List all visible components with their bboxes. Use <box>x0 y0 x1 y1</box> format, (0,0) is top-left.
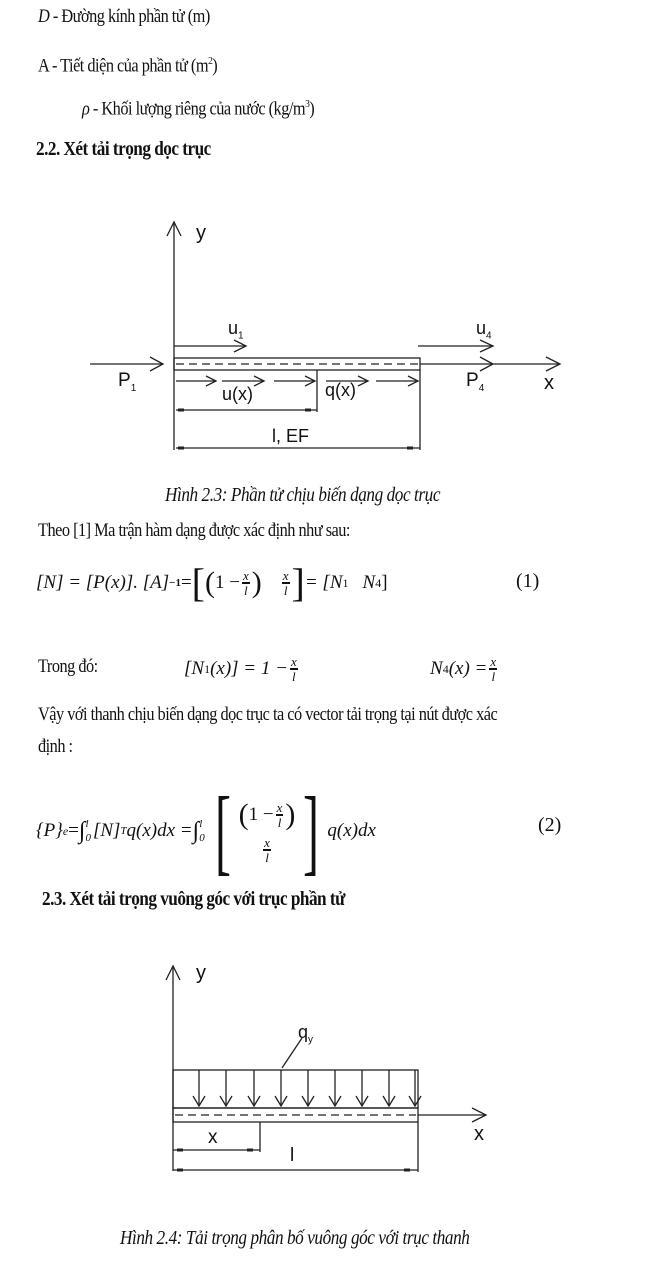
fig23-x-axis-label: x <box>544 372 554 394</box>
eq2-integral-1: ∫ <box>78 817 86 844</box>
fig23-length-label: l, EF <box>272 426 310 446</box>
fig23-u4-label: $u_4$ <box>476 318 492 342</box>
a-exponent: 2 <box>208 55 213 67</box>
eq2-middle: q(x)dx = <box>126 820 193 841</box>
eq2-tail: q(x)dx <box>327 820 376 841</box>
section-2-3-heading: 2.3. Xét tải trọng vuông góc với trục phần tử <box>42 888 345 910</box>
eq1-rhs: = [N <box>304 572 343 593</box>
rho-close-paren: ) <box>309 98 315 120</box>
equation-2-number: (2) <box>538 814 562 836</box>
fig24-qy-label: $q_y$ <box>298 1022 314 1046</box>
fig23-p4-label: $P_4$ <box>466 370 485 394</box>
eq1-n4-sub: 4 <box>375 575 382 590</box>
eq1-lhs: [N] = [P(x)]. [A] <box>36 572 170 593</box>
n4-definition: N 4 (x) = $\frac{x}{l}$ <box>430 654 497 684</box>
eq2-column-vector: ( 1 − $\frac{x}{l}$ ) $\frac{x}{l}$ <box>238 798 296 865</box>
equation-2: {P} e = ∫ l 0 [N] T q(x)dx = ∫ l 0 [ ( 1 − $\frac{x}{l}$ ) $\frac{x}{l}$ ] q(x)dx <box>36 777 376 884</box>
eq2-lhs: {P} <box>36 820 63 841</box>
section-2-2-heading: 2.2. Xét tải trọng dọc trục <box>36 138 211 160</box>
eq1-equals: = <box>180 572 192 593</box>
paragraph-shape-matrix: Theo [1] Ma trận hàm dạng được xác định như sau: <box>38 520 350 541</box>
rho-symbol: ρ <box>82 98 90 120</box>
eq2-lhs-sub: e <box>62 823 69 838</box>
eq1-rhs-close: ] <box>381 572 388 593</box>
eq2-equals-1: = <box>68 820 79 841</box>
fig23-qx-label: q(x) <box>325 380 356 400</box>
eq2-n-matrix: [N] <box>92 820 121 841</box>
a-symbol: A <box>38 55 49 77</box>
n1-definition: [N 1 (x)] = 1 − $\frac{x}{l}$ <box>184 654 297 684</box>
eq1-fraction-1: $\frac{x}{l}$ <box>242 568 249 598</box>
n4-fraction: $\frac{x}{l}$ <box>490 654 497 684</box>
eq2-integral-2: ∫ <box>192 817 200 844</box>
n1-fraction: $\frac{x}{l}$ <box>290 654 297 684</box>
eq1-one-minus: 1 − <box>215 572 240 593</box>
figure-2-4-transverse-load-diagram <box>0 940 657 1200</box>
fig23-y-axis-label: y <box>196 222 206 244</box>
fig24-x-dimension-label: x <box>208 1127 218 1148</box>
where-label: Trong đó: <box>38 656 98 677</box>
fig24-l-dimension-label: l <box>290 1145 295 1166</box>
fig24-x-axis-label: x <box>474 1123 484 1145</box>
rho-exponent: 3 <box>305 98 310 110</box>
fig23-ux-label: u(x) <box>222 384 253 404</box>
eq1-left-paren: ( <box>205 566 215 599</box>
paragraph-load-vector-line1: Vậy với thanh chịu biến dạng dọc trục ta có vector tải trọng tại nút được xác <box>38 704 498 725</box>
a-close-paren: ) <box>212 55 218 77</box>
eq1-left-bracket: [ <box>191 560 205 605</box>
eq1-n4: N <box>362 572 376 593</box>
fig23-p1-label: $P_1$ <box>118 370 137 394</box>
eq2-transpose: T <box>120 825 127 837</box>
eq2-left-bracket: [ <box>214 777 231 884</box>
eq1-n1-sub: 1 <box>342 575 349 590</box>
a-description: - Tiết diện của phần tử (m <box>48 55 209 77</box>
fig23-u1-label: $u_1$ <box>228 318 244 342</box>
figure-2-4-caption: Hình 2.4: Tải trọng phân bố vuông góc với trục thanh <box>120 1227 470 1249</box>
d-symbol: D <box>38 6 50 27</box>
paragraph-load-vector-line2: định : <box>38 736 73 757</box>
d-description: - Đường kính phần tử (m) <box>49 6 210 27</box>
fig24-y-axis-label: y <box>196 962 206 984</box>
figure-2-3-caption: Hình 2.3: Phần tử chịu biến dạng dọc trục <box>165 484 441 506</box>
eq1-right-bracket: ] <box>291 560 305 605</box>
eq1-right-paren: ) <box>251 566 262 599</box>
rho-description: - Khối lượng riêng của nước (kg/m <box>89 98 306 120</box>
eq1-fraction-2: $\frac{x}{l}$ <box>282 568 289 598</box>
eq1-inverse: −1 <box>169 577 181 589</box>
equation-1-number: (1) <box>516 570 540 592</box>
eq2-right-bracket: ] <box>303 777 320 884</box>
equation-1 <box>36 558 388 608</box>
